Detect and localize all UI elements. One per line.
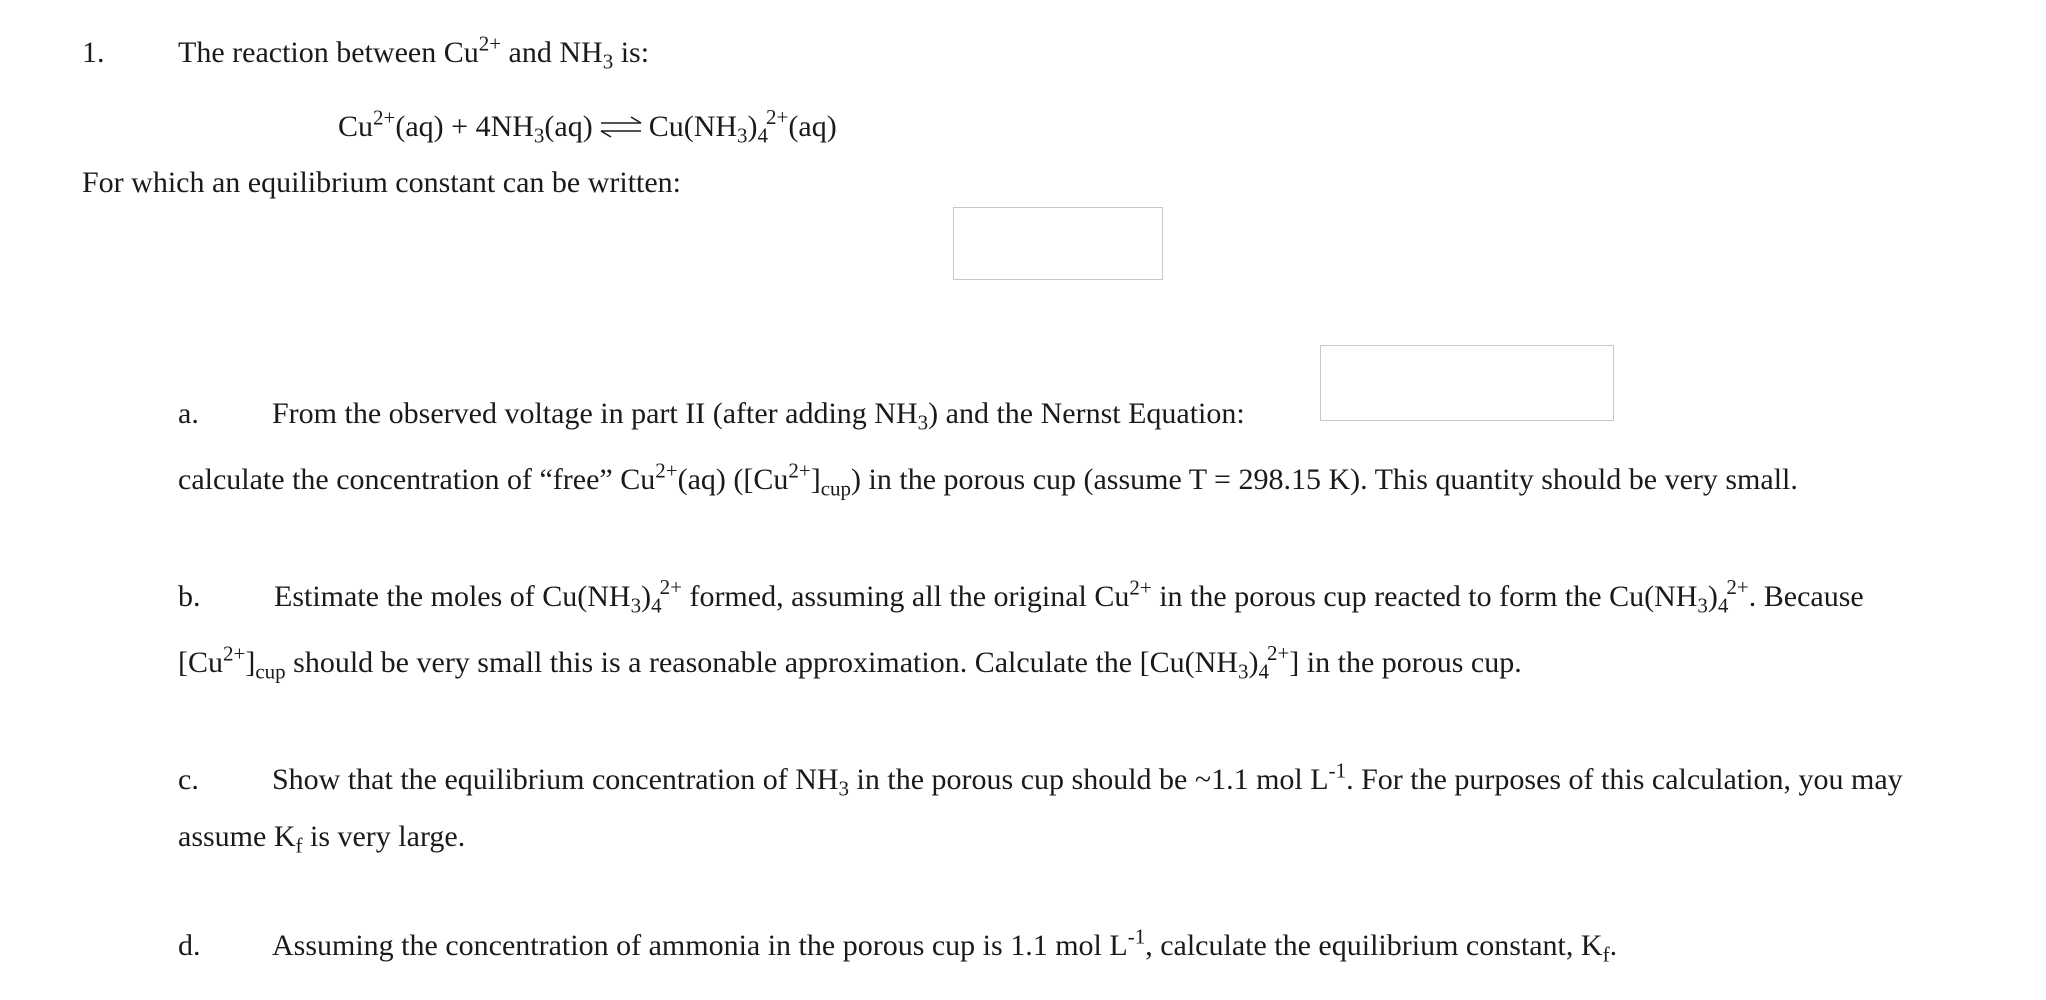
equation-text: Cu(NH xyxy=(648,110,738,143)
part-d-letter: d. xyxy=(178,929,201,962)
subscript: 4 xyxy=(757,123,769,148)
charge-superscript: 2+ xyxy=(223,641,246,666)
equation-text: (aq) xyxy=(788,110,837,143)
charge-superscript: 2+ xyxy=(478,31,502,56)
part-c-text: . For the purposes of this calculation, you may xyxy=(1346,763,1903,796)
charge-superscript: 2+ xyxy=(659,575,682,600)
equilibrium-constant-answer-box[interactable] xyxy=(953,207,1163,280)
equation-text: ) xyxy=(747,110,758,143)
part-d-text: , calculate the equilibrium constant, K xyxy=(1145,929,1603,962)
charge-superscript: 2+ xyxy=(1266,641,1290,666)
subscript: 3 xyxy=(737,123,748,148)
nernst-equation-answer-box[interactable] xyxy=(1320,345,1614,421)
part-b-text: ) xyxy=(641,580,652,613)
intro-text: The reaction between Cu xyxy=(178,36,479,69)
part-c-text: Show that the equilibrium concentration of NH xyxy=(272,763,839,796)
part-b-text: ) xyxy=(1248,646,1259,679)
equation-text: Cu xyxy=(338,110,374,143)
charge-superscript: -1 xyxy=(1127,924,1146,949)
intro-text: and NH xyxy=(501,36,603,69)
part-b-text: formed, assuming all the original Cu xyxy=(681,580,1130,613)
subscript: 3 xyxy=(1237,659,1249,684)
part-c-line-2 xyxy=(178,820,466,858)
part-a-text: (aq) ([Cu xyxy=(677,463,789,496)
charge-superscript: 2+ xyxy=(788,458,811,483)
part-b-letter: b. xyxy=(178,580,201,613)
part-a-text: ) in the porous cup (assume T = 298.15 K). This quantity should be very small. xyxy=(851,463,1798,496)
intro-text: is: xyxy=(613,36,650,69)
subscript: 3 xyxy=(602,49,614,74)
subscript: f xyxy=(1602,942,1610,967)
subscript: 4 xyxy=(1717,593,1729,618)
part-b-text: in the porous cup reacted to form the Cu(NH xyxy=(1151,580,1698,613)
part-a-text: From the observed voltage in part II (after adding NH xyxy=(272,397,918,430)
equation-text: (aq) xyxy=(544,110,593,143)
charge-superscript: 2+ xyxy=(655,458,678,483)
part-d-text: Assuming the concentration of ammonia in the porous cup is 1.1 mol L xyxy=(272,929,1128,962)
part-b-text: ] xyxy=(245,646,256,679)
part-a-text: calculate the concentration of “free” Cu xyxy=(178,463,656,496)
subscript: 3 xyxy=(1697,593,1708,618)
charge-superscript: 2+ xyxy=(766,105,789,130)
reaction-equation xyxy=(338,105,837,148)
subscript: 4 xyxy=(651,593,662,618)
part-b-text: ] in the porous cup. xyxy=(1289,646,1522,679)
charge-superscript: 2+ xyxy=(373,105,396,130)
part-a-line-2 xyxy=(178,458,1798,501)
part-b-text: [Cu xyxy=(178,646,223,679)
equilibrium-arrows-icon xyxy=(599,116,643,138)
intro-line xyxy=(178,31,650,74)
subscript: 4 xyxy=(1258,659,1269,684)
charge-superscript: 2+ xyxy=(1726,575,1749,600)
charge-superscript: -1 xyxy=(1328,758,1347,783)
part-a-text: ] xyxy=(810,463,821,496)
part-b-text: . Because xyxy=(1748,580,1864,613)
equation-text: (aq) + 4NH xyxy=(395,110,534,143)
part-d-line-1 xyxy=(272,924,1618,967)
part-b-text: should be very small this is a reasonable approximation. Calculate the [Cu(NH xyxy=(285,646,1238,679)
constant-line: For which an equilibrium constant can be written: xyxy=(82,166,682,199)
part-a-line-1 xyxy=(272,397,1245,435)
subscript: f xyxy=(295,833,303,858)
part-c-text: assume K xyxy=(178,820,296,853)
part-b-text: Estimate the moles of Cu(NH xyxy=(274,580,631,613)
part-b-text: ) xyxy=(1707,580,1718,613)
part-b-line-2 xyxy=(178,641,1522,684)
part-b-line-1 xyxy=(274,575,1864,618)
subscript: 3 xyxy=(630,593,642,618)
question-number: 1. xyxy=(82,36,105,69)
subscript: 3 xyxy=(838,776,850,801)
part-a-text: ) and the Nernst Equation: xyxy=(928,397,1245,430)
part-c-text: is very large. xyxy=(302,820,466,853)
part-c-line-1 xyxy=(272,758,1903,801)
subscript: cup xyxy=(255,659,286,684)
subscript: 3 xyxy=(533,123,545,148)
part-d-text: . xyxy=(1609,929,1618,962)
subscript: cup xyxy=(820,476,852,501)
subscript: 3 xyxy=(917,410,929,435)
part-c-letter: c. xyxy=(178,763,199,796)
part-a-letter: a. xyxy=(178,397,199,430)
part-c-text: in the porous cup should be ~1.1 mol L xyxy=(849,763,1329,796)
charge-superscript: 2+ xyxy=(1129,575,1152,600)
